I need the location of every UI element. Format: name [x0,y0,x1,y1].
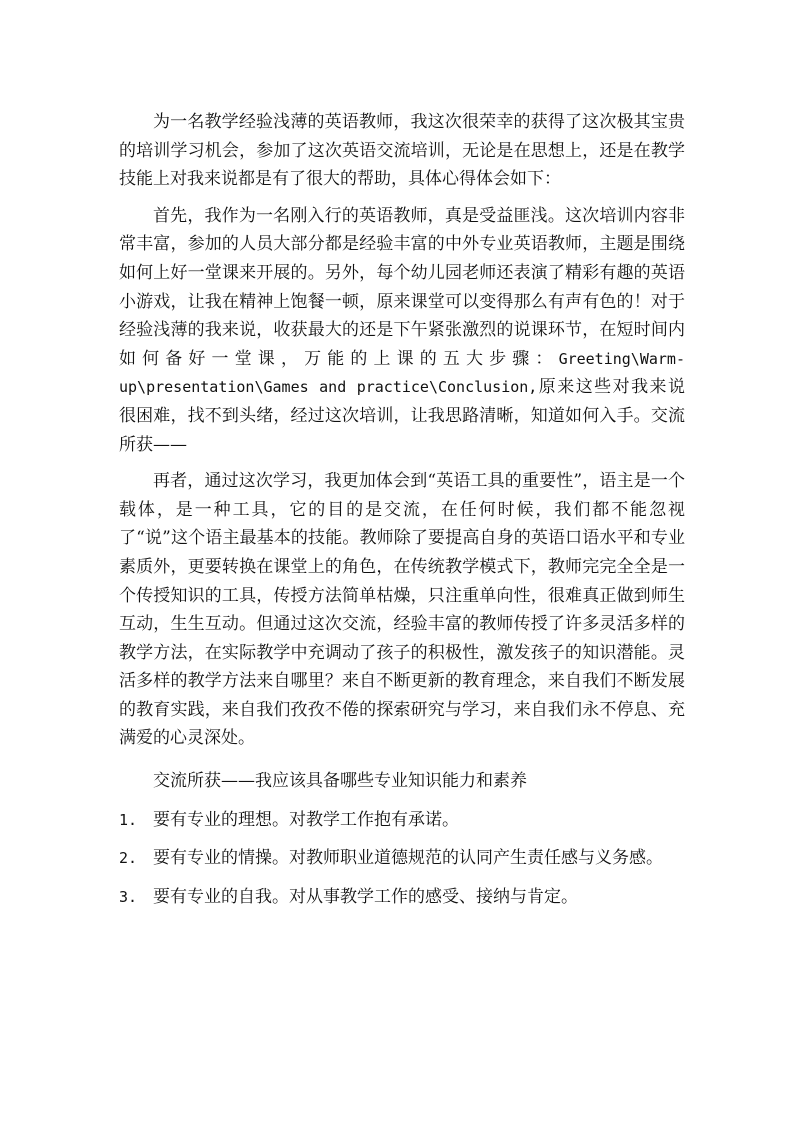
spacer [119,753,685,767]
paragraph-first-text-end: 原来这些对我来说很困难，找不到头绪，经过这次培训，让我思路清晰，知道如何入手。交流所获—— [119,377,686,455]
paragraph-first [119,202,685,459]
list-item-text: 要有专业的理想。对教学工作抱有承诺。 [153,809,459,830]
paragraph-second: 再者，通过这次学习，我更加体会到“英语工具的重要性”，语主是一个载体，是一种工具，它的目的是交流，在任何时候，我们都不能忽视了“说”这个语主最基本的技能。教师除了要提高自身的英语口语水平和专业素质外，更要转换在课堂上的角色，在传统教学模式下，教师完完全全是一个传授知识的工具，传授方法简单枯燥，只注重单向性，很难真正做到师生互动，生生互动。但通过这次交流，经验丰富的教师传授了许多灵活多样的教学方法，在实际教学中充调动了孩子的积极性，激发孩子的知识潜能。灵活多样的教学方法来自哪里？来自不断更新的教育理念，来自我们不断发展的教育实践，来自我们孜孜不倦的探索研究与学习，来自我们永不停息、充满爱的心灵深处。 [119,471,685,749]
list-item-number: 1. [119,810,138,829]
teaching-steps-text: Greeting\Warm-up\presentation\Games and practice\Conclusion, [119,349,685,397]
list-item-number: 2. [119,849,138,868]
requirements-list [119,806,685,912]
paragraph-intro: 为一名教学经验浅薄的英语教师，我这次很荣幸的获得了这次极其宝贵的培训学习机会，参加了这次英语交流培训，无论是在思想上，还是在教学技能上对我来说都是有了很大的帮助，具体心得体会如下： [119,112,685,190]
list-item [119,883,685,912]
list-item [119,806,685,835]
list-item-text: 要有专业的情操。对教师职业道德规范的认同产生责任感与义务感。 [153,848,663,869]
list-item-text: 要有专业的自我。对从事教学工作的感受、接纳与肯定。 [153,886,578,907]
paragraph-first-text: 首先，我作为一名刚入行的英语教师，真是受益匪浅。这次培训内容非常丰富，参加的人员大部分都是经验丰富的中外专业英语教师，主题是围绕如何上好一堂课来开展的。另外，每个幼儿园老师还表演了精彩有趣的英语小游戏，让我在精神上饱餐一顿，原来课堂可以变得那么有声有色的！对于经验浅薄的我来说，收获最大的还是下午紧张激烈的说课环节，在短时间内如何备好一堂课，万能的上课的五大步骤： [119,205,685,369]
list-item-number: 3. [119,887,138,906]
list-item [119,844,685,873]
list-heading: 交流所获——我应该具备哪些专业知识能力和素养 [153,771,527,792]
document-body [119,108,685,911]
